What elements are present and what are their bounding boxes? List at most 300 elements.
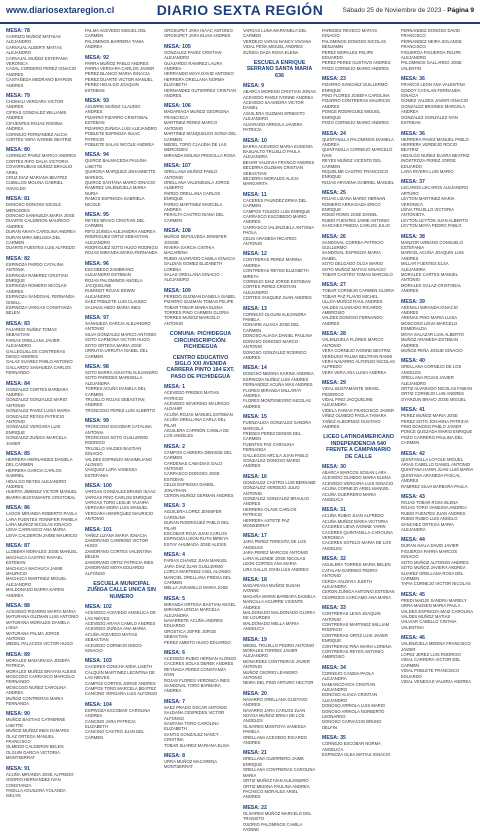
voter-name: OLMEDO CALDERON BELEN	[6, 744, 64, 750]
voter-name: VIDAL BUSTAMANTE ISRAEL FEDERICO	[322, 386, 380, 397]
voter-name: RAMOS ESPINOZA GABRIELA NICOLE	[85, 196, 145, 207]
voter-name: ZAMORANO CARREÑO VICTOR HUGO	[85, 538, 149, 549]
voter-name: CAMPOS CORTES JORGE ANDRES	[85, 680, 156, 686]
voter-names	[164, 705, 237, 748]
voter-name: POZO CORNEJO MARIO ANDRES	[322, 65, 389, 71]
mesa-block	[164, 650, 237, 694]
mesa-title: MESA: 30	[322, 464, 346, 470]
mesa-block	[243, 691, 316, 746]
voter-name: HERRERA PAVEZ MANUEL PABLO	[401, 136, 469, 142]
voter-name: ORELLANA CORNEJO DE LOS ANGELES	[401, 364, 462, 375]
voter-names	[6, 549, 79, 598]
voter-name: NAVARRO JARA CARLOS JUAN	[243, 707, 306, 713]
mesa-block	[6, 603, 79, 647]
mesa-block	[243, 251, 316, 300]
voter-name: ACUÑA ACEVEDO MATIAS SEBASTIAN	[85, 631, 138, 643]
mesa-block	[243, 533, 316, 571]
voter-name: FLORES MIRANDA MILLARAY ANDREA	[243, 387, 302, 398]
voter-name: ACUÑA ORELLANA CARLA DEL PILAR	[164, 417, 226, 428]
mesa-block	[401, 179, 474, 228]
voter-name: CONTRERAS REYES ANTONIO AMBROSIO	[322, 648, 384, 660]
voter-name: MACHUCA MARTINEZ MIGUEL ALEJANDRO	[6, 576, 67, 587]
mesa-title: MESA: 99	[85, 418, 109, 425]
mesa-block	[85, 261, 158, 310]
voter-name: HERRERA GARCIA CARLOS GABRIEL	[6, 467, 62, 479]
mesa-title: MESA: 24	[322, 130, 346, 137]
voter-name: GONZALEZ ZUÑIGA MARCELA JAVIER	[6, 435, 67, 446]
voter-name: SANTIS GONZALEZ NANCY CRISTINA	[164, 731, 219, 743]
voter-name: CIFRAS GONZALEZ WILLIAMS ANDRES	[6, 109, 67, 121]
voter-name: AGUILERA LOPEZ JENNIFER CAROLINA	[164, 509, 222, 520]
voter-names	[6, 609, 79, 647]
voter-name: TRONCOSO PEREZ LUIS ALBERTO	[85, 407, 156, 413]
mesa-title: MESA: 82	[6, 255, 30, 262]
voter-names	[6, 202, 79, 251]
mesa-title: MESA: 22	[243, 804, 267, 811]
voter-name: MACHUCA MACHUCA JAIME MAURICIO	[6, 565, 63, 576]
mesa-title: MESA: 94	[85, 152, 109, 159]
mesa-block	[164, 163, 237, 223]
voter-name: ROJAS MIRANDA MARIA FERNANDA	[85, 250, 158, 256]
voter-name: TOBAR SUAREZ MARIANA ELISA	[164, 742, 230, 748]
voter-name: CONTRERAS ORTIZ LUIS JAVIER ENRIQUE	[322, 632, 388, 644]
voter-name: CONTRERAS LEIVA JOAQUIN ANTONIO	[322, 611, 381, 622]
voter-name: FREDES PEREZ DENISE DEL CARMEN	[243, 430, 302, 442]
voter-name: SOTO MUÑOZ ALFONSO ANDRES	[401, 559, 469, 565]
voter-names	[6, 658, 79, 707]
voter-name: DONOSO MEDINA KARINA ANDREA	[243, 371, 314, 377]
section-heading: COMUNA: PICHIDEGUA CIRCUNSCRIPCIÓN: PICHIDEGUA	[169, 331, 232, 351]
voter-name: SANDOVAL TORO BARBARA ANDREA	[164, 683, 221, 694]
mesa-title: MESA: 90	[6, 711, 30, 718]
voter-name: SILVA GONZALEZ MARCO ANTONIO	[85, 331, 157, 337]
mesa-block	[401, 299, 474, 354]
voter-name: VERDUGO PALMA BELTRAN RANNI	[322, 353, 393, 359]
voter-names	[401, 598, 474, 630]
mesa-block	[322, 735, 395, 757]
voter-name: BECERRA GUZMAN CRISTIAN SEBASTIAN	[243, 165, 304, 176]
voter-name: TRONCOSO ESCOBAR CATALINA ANTONIA	[85, 424, 152, 435]
voter-name: REYES BRAVO CRISTIAN DEL CARMEN	[85, 217, 145, 229]
voter-name: ACUÑA CORNEJO ARIEL MANUEL	[322, 486, 390, 492]
voter-name: DONOSO CARVACHO BRUNO DELFIN	[322, 719, 382, 730]
voter-name: RAMIREZ SILVA BARBARA PAULA	[401, 483, 468, 489]
voter-name: OSORIO PALOMINOS CAMILA IVONNE	[243, 821, 303, 832]
voter-name: LORCA MARTINEZ AXEL ALONSO	[164, 569, 231, 575]
voter-name: ACEVEDO SEVERINO MAURICIO ALDAHIR	[164, 400, 230, 412]
voter-name: ESPINOZA PARDO CATALINA ANTONIA	[6, 261, 64, 273]
mesa-title: MESA: 93	[85, 98, 109, 105]
voter-name: CACERES FAUNDEZ ERIKA DEL CARMEN	[243, 197, 307, 209]
voter-name: PACHECO MORALES ARIEL ANDRES	[243, 788, 298, 800]
voter-name: PALOMINOS BARRERA TANIA ANDREA	[85, 38, 144, 50]
voter-name: SOTO CARMONA VICTOR HUGO	[85, 337, 150, 343]
mesa-block	[401, 131, 474, 175]
mesa-title: MESA: 46	[401, 635, 425, 642]
mesa-title: MESA: 23	[322, 76, 346, 83]
voter-name: PIZARRO ZUÑIGA LUIS ALEJANDRO	[85, 125, 157, 131]
mesa-title: MESA: 107	[164, 163, 191, 170]
voter-names	[401, 240, 474, 294]
voter-name: PALMA ACEVEDO MIGUEL DEL CARMEN	[85, 28, 147, 39]
mesa-block	[243, 577, 316, 632]
voter-name: SOTO PAREDES MARISELLA ALEJANDRA	[85, 375, 143, 386]
voter-names	[164, 169, 237, 223]
mesa-block	[164, 552, 237, 590]
mesa-title: MESA: 9	[243, 83, 265, 90]
voter-name: HERRERA ASTETE PAZ MONSERRAT	[243, 517, 290, 529]
voter-name: PEREZ HIDALGO JOAQUIN ESTEBAN	[85, 82, 139, 93]
voter-name: MATURANA GUZMAN LUIS ANTONIO	[6, 614, 79, 620]
voter-name: MAGAÑA MARIN BARBARA DANIELA	[243, 593, 316, 599]
voter-names	[164, 509, 237, 547]
mesa-block	[322, 131, 395, 186]
voter-name: QUINTANILLA PALOMINOS DANIELA ANDREA	[322, 136, 394, 147]
voter-names	[243, 539, 316, 571]
voter-name: OROSTICA JOFRE JORGE SEBASTIAN	[164, 628, 217, 640]
voter-name: ACEVEDO CORNEJO DIEGO IGNACIO	[85, 642, 142, 653]
voter-name: GALLARDO SANHUEZA CARLOS FERNANDO	[6, 364, 71, 376]
voter-name: MEDEL PALACIOS VICTOR HUGO	[6, 641, 73, 647]
mesa-title: MESA: 1	[164, 384, 186, 391]
voter-name: ORTIZ CORNEJO LUIS ANDRES	[401, 391, 464, 397]
voter-name: PIZARRO GUZMAN TOMAS FELIPE	[164, 299, 234, 305]
mesa-block	[164, 103, 237, 158]
voter-names	[85, 267, 158, 310]
voter-names	[243, 643, 316, 686]
voter-name: POZO CARRERO PAULINA DEL CARMEN	[401, 434, 463, 446]
voter-name: YAÑEZ LIZANA MARIA IGNACIA	[85, 532, 147, 538]
mesa-title: MESA: 7	[164, 698, 186, 705]
voter-name: QUIROZ SANTANA MARIO IGNACIO	[85, 179, 156, 185]
voter-name: TAPIA CORNEJO VICTOR NICOLAS	[401, 581, 471, 587]
voter-name: QUINTANILLA CORNEJO MARCELO IVAN	[322, 147, 393, 158]
voter-name: DURAN AVALA DAVID JAVIER	[401, 543, 459, 549]
voter-names	[85, 28, 158, 50]
voter-name: GONZALEZ PAVEZ CRISTIAN ALEJANDRO	[164, 49, 222, 61]
voter-names	[243, 480, 316, 529]
voter-name: VALDES ESPINOZA MAXIMILIANO ALONSO	[85, 456, 152, 467]
voter-name: PARRA VERGARA CARLOS JAVIER	[85, 66, 155, 72]
mesa-block	[322, 282, 395, 326]
voter-name: MANCILLA AGUIRRE VICENTE ANDRES	[243, 599, 304, 610]
voter-name: MIRANDA MOLINA PRISCILLA ROSA	[164, 152, 236, 158]
mesa-block	[322, 380, 395, 429]
mesa-block	[322, 76, 395, 125]
voter-name: PEREZ PEREZ GUSTAVO ANDRES	[322, 60, 391, 66]
voter-names	[164, 602, 237, 645]
voter-name: MOSCOSO NUÑEZ CAROLINA ANDREA	[6, 684, 66, 696]
mesa-block	[6, 381, 79, 446]
voter-name: CONTRERAS PEREZ MARINA ANDREA	[243, 257, 302, 268]
voter-names	[243, 811, 316, 833]
mesa-title: MESA: 100	[85, 483, 112, 490]
mesa-block	[243, 306, 316, 361]
voter-name: ORELLANA MUÑOZ PABLO ANTONIO	[164, 169, 218, 180]
mesa-title: MESA: 92	[85, 54, 109, 61]
mesa-block	[164, 288, 237, 326]
voter-name: DONOSO GONZALEZ RODRIGO ANDRES	[243, 349, 307, 360]
voter-name: AGUIRRE MUÑOZ CLAUDIO ANDRES	[85, 104, 141, 115]
voter-name: VIDAL CARRERA VICTOR DEL CARMEN	[401, 657, 461, 668]
voter-name: FUENZALIDA GONZALEZ SANDRA MARCELA	[243, 420, 311, 431]
voter-name: ROJAS PALOMINOS ANGELA JACQUELINE	[85, 277, 143, 289]
voter-names	[401, 543, 474, 586]
voter-name: HERRANDO MAYA DAVID ANTONIO	[164, 71, 234, 77]
voter-name: BEHAR VALDIVIA FRANCO ANDRES	[243, 159, 315, 165]
voter-name: FIGUEROA PARRA MARCOS IGNACIO	[401, 548, 458, 560]
voter-name: MORALES CARTES MANUEL ANTONIO	[401, 272, 459, 283]
mesa-block	[243, 805, 316, 833]
voter-name: MEDEL TRUJILLO PEDRO ANTONIO	[243, 642, 315, 648]
voter-name: SANTANA TORO CAROLINA ELIZABETH	[164, 721, 219, 732]
mesa-title: MESA: 104	[85, 701, 112, 708]
voter-name: ACUÑA GUERRERO MARIA ANGELICA	[322, 491, 376, 503]
voter-name: MARTINEZ MANQUELEO SONIA DEL CARMEN	[164, 131, 237, 142]
mesa-block	[401, 234, 474, 294]
mesa-title: MESA: 29	[322, 380, 346, 387]
mesa-block	[164, 28, 237, 39]
mesa-title: MESA: 91	[6, 765, 30, 772]
voter-name: ROJAS ARAVENA GABRIEL MANUEL	[322, 179, 395, 185]
voter-names	[401, 305, 474, 354]
voter-name: JARA DIAZ JUAN GUILLERMO	[164, 563, 224, 569]
voter-name: AGUILERA CARRIÓN CAMILA DE LOS ANGELES	[164, 427, 229, 439]
mesa-block	[401, 76, 474, 125]
voter-name: RIQUELME CASTRO FRANCISCO ENRIQUE	[322, 168, 389, 180]
voter-name: LEYTON MARTINEZ MARIA VERONICA	[401, 196, 455, 207]
voter-name: CONTRERAS PIÑA MARIA LORENA	[322, 643, 392, 649]
voter-name: MUÑOZ ARANEDA ESTEBAN ANDRES	[401, 337, 459, 348]
voter-name: MONARDEZ CONTRERAS JAVIER ANTONIO	[243, 658, 310, 670]
mesa-title: MESA: 88	[6, 602, 30, 609]
mesa-block	[243, 28, 316, 55]
mesa-block	[85, 315, 158, 359]
voter-name: ROMERO ARRIAGADA ERICO ENRIQUE	[322, 201, 381, 212]
mesa-title: MESA: 40	[401, 358, 425, 365]
voter-names	[322, 671, 395, 730]
mesa-title: MESA: 32	[322, 556, 346, 563]
voter-name: FRANCIS LEON ANA VALENTINA	[401, 82, 466, 88]
mesa-title: MESA: 2	[164, 443, 186, 450]
voter-name: ARENAS PINO MARIA LUISA	[401, 315, 458, 321]
voter-name: VALVIAR CABELLO CINTHIA VALENTINA	[401, 619, 457, 630]
mesa-title: MESA: 17	[243, 533, 267, 540]
voter-name: VIDAL PEÑA MIGUEL ANDRES	[243, 44, 303, 50]
voter-name: SALAS ORELLANA IGNACIO ALEJANDRO	[164, 272, 220, 283]
mesa-title: MESA: 97	[85, 315, 109, 322]
voter-name: VERA VERA ANA LUISA ANDREA	[322, 369, 387, 375]
mesa-block	[164, 384, 237, 439]
mesa-title: MESA: 5	[164, 595, 186, 602]
voter-names	[401, 28, 474, 71]
voter-name: FLORES MONTENEGRO NICOLAS ANDRES	[243, 398, 311, 409]
voter-names	[322, 196, 395, 228]
voter-name: NAVARRO ORELLANA GUSTAVO ANDRES	[243, 696, 308, 708]
voter-name: CORNEJO FERNANDEZ ALICIA	[6, 131, 68, 137]
mesa-title: MESA: 8	[164, 753, 186, 760]
voter-name: TORRES MUÑOZ MARCELO ANTONIO	[164, 315, 220, 326]
mesa-block	[6, 147, 79, 191]
voter-name: CAMPOS TORO MARCELA BEATRIZ	[85, 686, 156, 691]
voter-name: PEREDO GUZMAN DANIELA ISABEL	[164, 293, 236, 299]
voter-names	[85, 218, 158, 256]
voter-names	[401, 364, 474, 402]
voter-name: URRA MADSEN MARIA PAULA	[401, 603, 461, 609]
voter-names	[85, 61, 158, 93]
voter-name: VIÑEZ OLMEDO PAOLA TAMARA	[322, 413, 387, 419]
mesa-title: MESA: 41	[401, 407, 425, 414]
voter-name: SANHUEZA GARCIA ALEJANDRO ANTONIO	[85, 321, 151, 332]
voter-name: GONZALEZ DONOSO MARIO ANDRES	[243, 458, 301, 469]
mesa-block	[401, 537, 474, 586]
mesa-title: MESA: 19	[243, 636, 267, 643]
site-url[interactable]: www.diariosextaregion.cl	[6, 5, 115, 15]
voter-names	[322, 82, 395, 125]
mesa-block	[243, 192, 316, 247]
mesa-block	[85, 702, 158, 740]
voter-name: ZAMORANO MOYA EDUARDO ALFONSO	[85, 565, 145, 576]
voter-names	[243, 312, 316, 361]
voter-names	[85, 489, 158, 521]
voter-name: POZO CORNEJO MARIO ANDRES	[322, 120, 389, 126]
voter-name: LEIVA CALDERON JAIME MAURICIO	[6, 532, 78, 538]
voter-name: VIDELA FARIAS FRANCISCO JAVIER	[322, 407, 395, 413]
voter-name: CANCINO VERGARA LUIS ALFONSO	[85, 691, 158, 697]
mesa-block	[164, 228, 237, 283]
voter-name: MIRANDA ORTEGA BASTIAN ANGEL	[164, 601, 236, 607]
voter-names	[6, 327, 79, 376]
voter-name: ORTIZ MEDINA PAULINA ANDREA	[243, 783, 310, 789]
mesa-block	[401, 494, 474, 532]
voter-name: CERON ZUÑIGA ANTONIO ESTEBAN	[322, 589, 395, 595]
voter-name: ORELLANA ACEVEDO RICARDO ANDRES	[243, 734, 307, 746]
mesa-title: MESA: 36	[401, 130, 425, 137]
voter-name: LARA MUÑOZ NICOLAS IGNACIO	[6, 522, 72, 528]
voter-name: ORELLANA CONTRERAS CAROLINA MARIA	[243, 767, 315, 778]
voter-name: VALDES DONOSO FERNANDO ANDRES	[322, 315, 383, 326]
voter-names	[322, 137, 395, 186]
voter-name: OROSUPET JARA ELIAS ANDRES	[164, 33, 231, 39]
voter-name: LIRA GALLO JOHN LUIS ANDRES	[243, 566, 309, 572]
mesa-block	[164, 444, 237, 499]
voter-names	[322, 337, 395, 375]
voter-name: ACEVEDO ACEVEDO ANGELICA DE LAS NIEVES	[85, 610, 156, 621]
voter-name: BASUALTO TRUJILLO PAULA ALEJANDRA	[243, 148, 301, 160]
voter-name: DONOSO ALIAGA CRISTIAN ALEJANDRO	[322, 692, 378, 703]
voter-name: MALDONADO BARRA KAREN ANDREA	[6, 587, 64, 598]
voter-name: MORALES MUÑOZ BRAYAN ALEXIS	[6, 668, 77, 674]
voter-names	[322, 562, 395, 600]
voter-name: DURAN ARAYA CAROLINA ANDREA	[6, 229, 76, 235]
mesa-title: MESA: 86	[6, 505, 30, 512]
voter-name: CELIS ARANEDA RICARDO ANTONIO	[243, 235, 297, 246]
voter-names	[322, 288, 395, 326]
voter-name: ABARCA MARCOS SOSAN LARA	[322, 470, 387, 475]
voter-name: OLGUIN GARCIA VICTORIA MONTSERRAT	[6, 749, 60, 761]
voter-name: FUENTES PAZ CAROLINA FERNANDA	[243, 441, 294, 453]
voter-name: ORTIZ ALVARADO NICOLAS FABIAN	[401, 385, 473, 391]
voter-name: DUARTE FUENTES LUIS ALFREDO	[6, 245, 76, 251]
voter-name: ORTIZ MUÑOZ IVAN ALEJANDRO	[243, 778, 309, 784]
voter-names	[322, 386, 395, 429]
voter-names	[6, 153, 79, 191]
voter-names	[243, 697, 316, 746]
voter-name: QUINTANA HARIN JUAN LUIS MARIA	[401, 467, 474, 473]
mesa-title: MESA: 95	[85, 211, 109, 218]
voter-name: LARA ALLENDE JOSE NICOLAS	[243, 555, 306, 561]
voter-name: CACERES SOLAS DEREK ANDRES	[164, 661, 234, 667]
voter-name: PAREDES REVECO MATIAS IGNACIO	[322, 28, 377, 39]
voter-name: RUBIO ALVARADO CAMILA IGNACIA	[164, 255, 236, 261]
voter-name: CASAL CORDERO PEREZ IGNACIO ANDRES	[6, 66, 77, 77]
voter-name: MUÑOZ CONTRERAS MARIA FERNANDA	[6, 695, 63, 707]
section-heading: LICEO LATINOAMERICANO INDEPENDENCIA 540 FRENTE A CAMPANARIO DE CALLE	[323, 434, 394, 460]
voter-name: TOBAR TOBAR MARIA ELENA	[164, 304, 223, 310]
voter-name: SALDIAS GOMEZ ELIZABETH LORENA	[164, 261, 223, 272]
voter-name: LEYTON MOYA PEDRO PABLO	[401, 223, 462, 229]
mesa-block	[6, 321, 79, 376]
voter-name: FIGUEROA FIGUEROA FELIPE ALEJANDRO	[401, 49, 462, 61]
mesa-title: MESA: 4	[164, 552, 186, 559]
voter-names	[401, 413, 474, 445]
voter-name: REYES MUÑOZ VICENTE DEL CARMEN	[322, 158, 382, 169]
voter-names	[85, 158, 158, 207]
voter-names	[6, 99, 79, 142]
mesa-title: MESA: 14	[243, 365, 267, 372]
voter-name: VALDES ALVARADO RICARDO AMBROSIO	[322, 304, 382, 316]
voter-name: ACEVEDO VERGARA LUIS IGNACIO	[322, 480, 394, 486]
voter-name: ESCOBAR ROJA JUAN CARLOS	[164, 531, 228, 537]
mesa-title: MESA: 12	[243, 251, 267, 258]
voter-name: ZUÑIGA DAZA ROSA ELENA	[243, 49, 299, 55]
voter-name: TRUJILLO ROJAS SEBASTIAN ANDRES	[85, 396, 145, 408]
voter-name: GALLEGUILLOS CONTRERAS DIEGO ANDRES	[6, 348, 66, 359]
date-separator: -	[441, 7, 448, 14]
voter-name: MATURANA PALMA JORGE ANTONIO	[6, 630, 60, 641]
mesa-block	[322, 464, 395, 502]
voter-names	[85, 321, 158, 359]
voter-name: CANCINO CASTRO JUAN DEL CARMEN	[85, 729, 145, 740]
mesa-block	[164, 753, 237, 770]
voter-name: PONCE QUEZADA MARIO ENRIQUE	[401, 429, 473, 435]
voter-name: RUMINOT ROJAS EDWIN ALEJANDRO	[85, 288, 135, 299]
voter-name: MUÑOZ MUÑOZ INES DAMARIS	[6, 728, 70, 734]
voter-name: GALAZ SUAREZ PABLO ANTONIO	[6, 359, 73, 365]
voter-name: MADARIAGA MUÑOZ GEORGINA FRANCISCA	[164, 109, 229, 120]
voter-names	[6, 262, 79, 316]
voter-name: DONAIRE ALIAGA JOSE DEL CARMEN	[243, 322, 300, 333]
voter-name: DAMIANCOVICH CRISTIAN ALEJANDRO	[322, 681, 376, 692]
paper-title: DIARIO SEXTA REGIÓN	[156, 2, 324, 18]
voter-name: AGUILERA TORRES MARIA BELEN	[322, 562, 391, 568]
voter-name: GUAJARDO RAMIREZ LAURA ANDREA	[164, 60, 223, 72]
voter-name: SOTO BARRA AGUSTIN ALEJANDRO	[85, 369, 158, 375]
mesa-title: MESA: 101	[85, 526, 112, 533]
mesa-block	[85, 604, 158, 653]
voter-name: TRONCOSO SOTO GUILLERMO RODRIGO	[85, 434, 148, 446]
voter-name: ROJAS TOBAR ROSA ELENA	[401, 500, 459, 506]
voter-names	[243, 198, 316, 247]
mesa-title: MESA: 105	[164, 43, 191, 50]
voter-name: VERA NAVARRO ALFONSO NICOLAS ALFREDO	[322, 358, 395, 370]
voter-name: FERNANDEZ NEIRA SOLANGE FRANCISCO	[401, 38, 462, 50]
voter-names	[401, 641, 474, 684]
voter-name: CERON MUÑOZ GERMAN ANDRES	[164, 493, 234, 499]
mesa-title: MESA: 33	[322, 605, 346, 612]
voter-name: ESPINOZA LISON RUTH MIREYA	[164, 536, 229, 542]
voter-name: TOBAR PAZ FLAVIO MICHEL	[322, 293, 379, 299]
